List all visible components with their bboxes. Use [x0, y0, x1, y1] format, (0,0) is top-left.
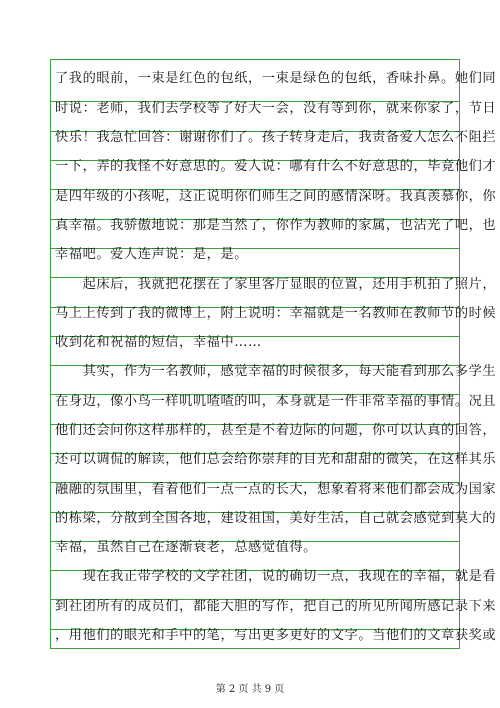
- text-line: 一下，弄的我怪不好意思的。爱人说：哪有什么不好意思的，毕竟他们才: [55, 159, 497, 174]
- text-line: 其实，作为一名教师，感觉幸福的时候很多，每天能看到那么多学生: [55, 364, 497, 379]
- text-line: 真幸福。我骄傲地说：那是当然了，你作为教师的家属，也沾光了吧，也: [55, 218, 497, 233]
- text-line: 在身边，像小鸟一样叽叽喳喳的叫，本身就是一件非常幸福的事情。况且: [55, 394, 497, 409]
- text-line: 幸福吧。爱人连声说：是，是。: [55, 247, 249, 262]
- text-line: 时说：老师，我们去学校等了好大一会，没有等到你，就来你家了，节日: [55, 101, 497, 116]
- text-line: ，用他们的眼光和手中的笔，写出更多更好的文字。当他们的文章获奖或: [55, 628, 497, 643]
- text-line: 了我的眼前，一束是红色的包纸，一束是绿色的包纸，香味扑鼻。她们同: [55, 71, 497, 86]
- text-line: 马上上传到了我的微博上，附上说明：幸福就是一名教师在教师节的时候: [55, 306, 497, 321]
- text-line: 现在我正带学校的文学社团，说的确切一点，我现在的幸福，就是看: [55, 569, 497, 584]
- text-line: 到社团所有的成员们，都能大胆的写作，把自己的所见所闻所感记录下来: [55, 599, 497, 614]
- text-line: 快乐！我急忙回答：谢谢你们了。孩子转身走后，我责备爱人怎么不阻拦: [55, 130, 497, 145]
- text-line: 收到花和祝福的短信，幸福中……: [55, 335, 262, 350]
- text-line: 起床后，我就把花摆在了家里客厅显眼的位置，还用手机拍了照片，: [55, 277, 497, 292]
- text-line: 他们还会问你这样那样的，甚至是不着边际的问题，你可以认真的回答，: [55, 423, 497, 438]
- text-line: 融融的氛围里，看着他们一点一点的长大，想象着将来他们都会成为国家: [55, 482, 497, 497]
- text-line: 是四年级的小孩呢，这正说明你们师生之间的感情深呀。我真羡慕你，你: [55, 189, 497, 204]
- page-footer: 第 2 页 共 9 页: [215, 684, 285, 695]
- text-line: 还可以调侃的解读，他们总会给你崇拜的目光和甜甜的微笑，在这样其乐: [55, 452, 497, 467]
- text-line: 的栋梁，分散到全国各地，建设祖国，美好生活，自己就会感觉到莫大的: [55, 511, 497, 526]
- text-line: 幸福，虽然自己在逐渐衰老，总感觉值得。: [55, 540, 317, 555]
